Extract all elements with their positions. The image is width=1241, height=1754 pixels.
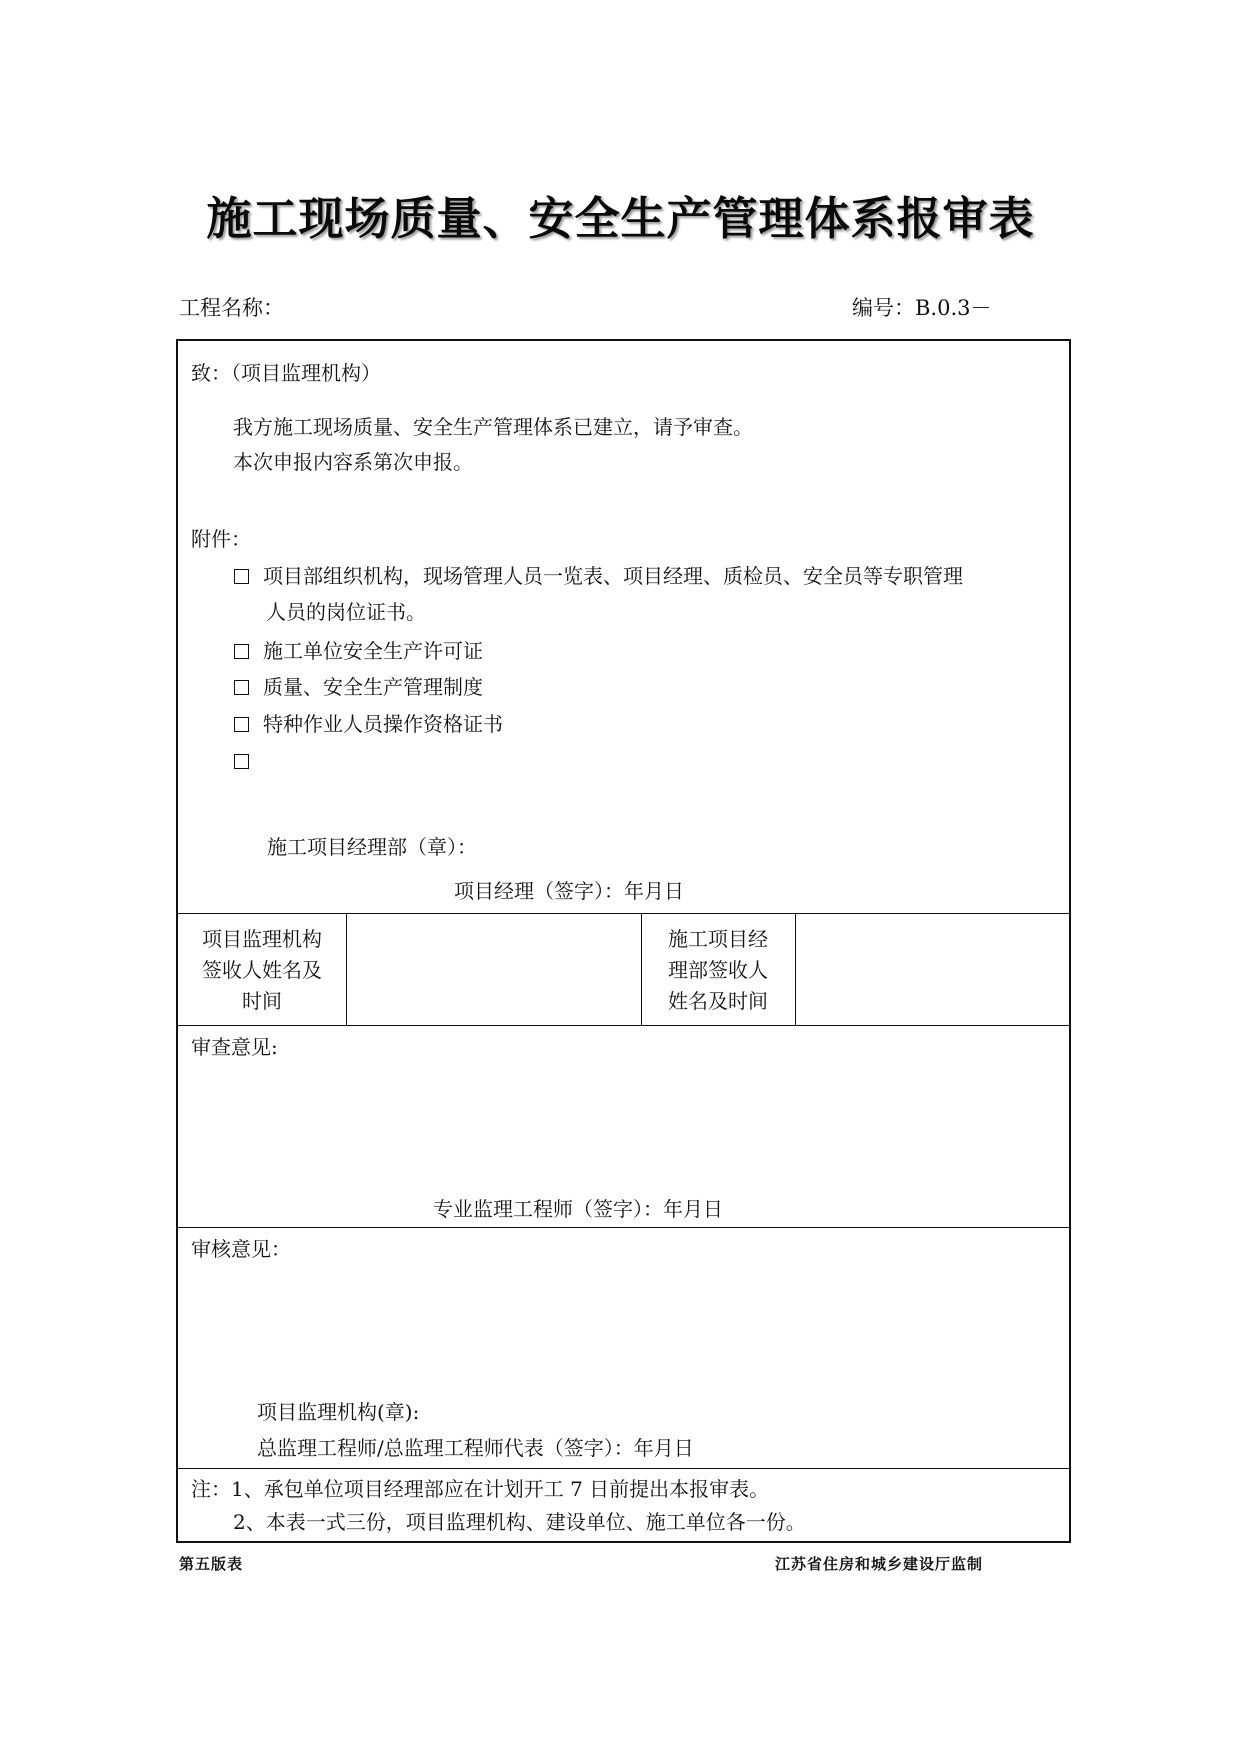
application-body-line2: 本次申报内容系第次申报。 (233, 450, 473, 474)
contractor-receipt-label (641, 924, 795, 1017)
addressee: 致：（项目监理机构） (191, 361, 381, 385)
document-title: 施工现场质量、安全生产管理体系报审表 (206, 192, 1035, 245)
application-body-line1: 我方施工现场质量、安全生产管理体系已建立，请予审查。 (233, 415, 753, 439)
divider (178, 1468, 1069, 1469)
attachment-item-continued: 人员的岗位证书。 (266, 600, 426, 624)
review-opinion-label: 审查意见: (191, 1035, 278, 1059)
department-stamp-label: 施工项目经理部（章）： (267, 835, 477, 859)
chief-engineer-signature-label: 总监理工程师/总监理工程师代表（签字）：年月日 (257, 1436, 694, 1460)
label-line: 项目监理机构 (202, 927, 322, 951)
label-line: 姓名及时间 (668, 989, 768, 1013)
checkbox[interactable] (234, 754, 249, 769)
label-line: 施工项目经 (668, 927, 768, 951)
project-name-label: 工程名称： (179, 296, 284, 320)
attachment-text: 特种作业人员操作资格证书 (263, 712, 503, 736)
attachment-text: 质量、安全生产管理制度 (263, 675, 483, 699)
checkbox[interactable] (234, 717, 249, 732)
engineer-signature-label: 专业监理工程师（签字）：年月日 (433, 1197, 723, 1221)
divider (178, 1025, 1069, 1026)
audit-opinion-label: 审核意见： (191, 1237, 291, 1261)
label-line: 理部签收人 (668, 958, 768, 982)
divider (178, 913, 1069, 914)
attachments-label: 附件： (191, 527, 251, 551)
note-2: 2、本表一式三份，项目监理机构、建设单位、施工单位各一份。 (233, 1510, 806, 1534)
attachment-item (234, 558, 963, 595)
attachment-text: 项目部组织机构，现场管理人员一览表、项目经理、质检员、安全员等专职管理 (263, 564, 963, 588)
form-version: 第五版表 (179, 1555, 244, 1573)
checkbox[interactable] (234, 644, 249, 659)
divider (795, 913, 796, 1025)
attachment-item (234, 669, 483, 706)
approval-form (176, 339, 1071, 1543)
checkbox[interactable] (234, 680, 249, 695)
attachment-text: 施工单位安全生产许可证 (263, 639, 483, 663)
note-1: 注：1、承包单位项目经理部应在计划开工 7 日前提出本报审表。 (191, 1477, 770, 1501)
issuing-authority: 江苏省住房和城乡建设厅监制 (775, 1555, 984, 1573)
manager-signature-label: 项目经理（签字）：年月日 (454, 879, 684, 903)
checkbox[interactable] (234, 569, 249, 584)
label-line: 签收人姓名及 (202, 958, 322, 982)
supervision-receipt-label (178, 924, 346, 1017)
label-line: 时间 (242, 989, 282, 1013)
attachment-item (234, 633, 483, 670)
attachment-item (234, 706, 503, 743)
divider (178, 1227, 1069, 1228)
divider (346, 913, 347, 1025)
attachment-item (234, 743, 263, 780)
supervision-stamp-label: 项目监理机构(章): (257, 1400, 420, 1424)
form-number-label: 编号：B.0.3－ (852, 296, 992, 320)
